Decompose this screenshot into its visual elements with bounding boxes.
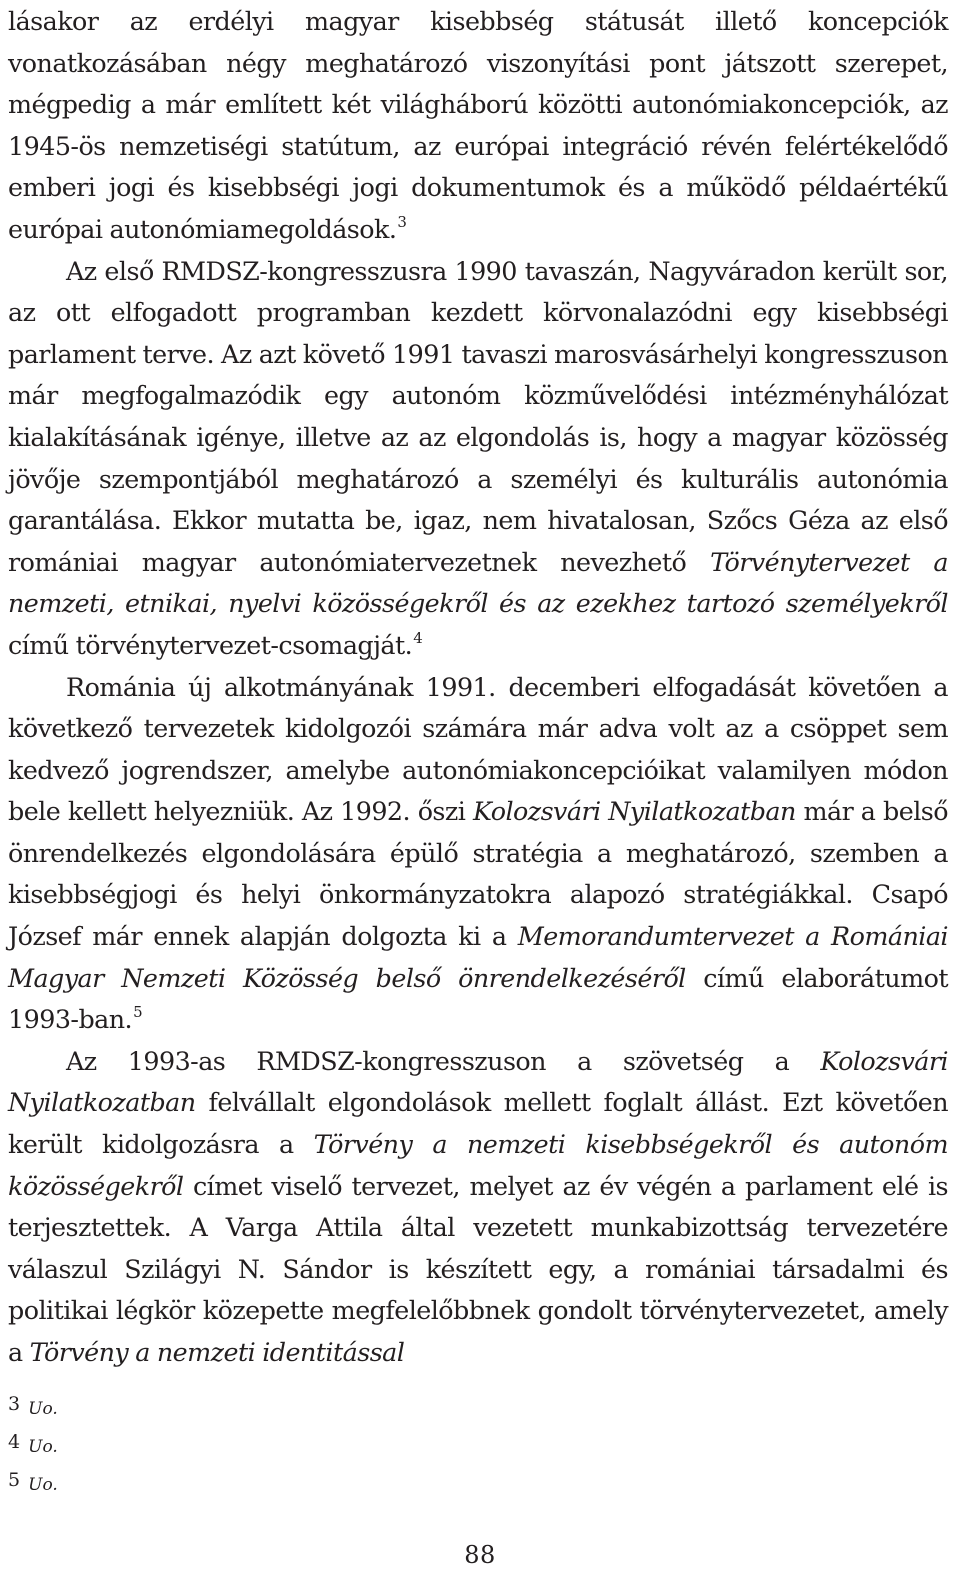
- text-segment: Az első RMDSZ-kongresszusra 1990 tavaszán, Nagyváradon került sor, az ott elfogadott programban kezdett körvonalazódni egy kisebbségi parlament terve. Az azt követő 1991 tavaszi marosvásárhelyi kongresszuson már megfogalmazódik egy autonóm közművelődési intézményhálózat kialakításának igénye, illetve az az elgondolás is, hogy a magyar közösség jövője szempontjából meghatározó a személyi és kulturális autonómia garantálása. Ekkor mutatta be, igaz, nem hivatalosan, Szőcs Géza az első romániai magyar autonómiatervezetnek nevezhető: [8, 255, 948, 577]
- page-body: [8, 0, 948, 1374]
- footnote-text: Uo.: [28, 1399, 58, 1419]
- text-segment: már a belső önrendelkezés elgondolására épülő stratégia a meghatározó, szemben a kisebbségjogi és helyi önkormányzatokra alapozó stratégiákkal. Csapó József már ennek alapján dolgozta ki a: [8, 796, 949, 952]
- text-segment: lásakor az erdélyi magyar kisebbség státusát illető koncepciók vonatkozásában négy meghatározó viszonyítási pont játszott szerepet, mégpedig a már említett két világháború közötti autonómiakoncepciók, az 1945-ös nemzetiségi statútum, az európai integráció révén felértékelődő emberi jogi és kisebbségi jogi dokumentumok és a működő példaértékű európai autonómiamegoldások.: [8, 6, 948, 244]
- text-segment: Románia új alkotmányának 1991. decemberi elfogadását követően a következő tervezetek kidolgozói számára már adva volt az a csöppet sem kedvező jogrendszer, amelybe autonómiakoncepcióikat valamilyen módon bele kellett helyezniük. Az 1992. őszi: [8, 671, 948, 827]
- text-segment: címet viselő tervezet, melyet az év végén a parlament elé is terjesztettek. A Varga Attila által vezetett munkabizottság tervezetére válaszul Szilágyi N. Sándor is készített egy, a romániai társadalmi és politikai légkör közepette megfelelőbbnek gondolt törvénytervezetet, amely a: [8, 1170, 948, 1367]
- italic-title-text: Törvénytervezet a nemzeti, etnikai, nyelvi közösségekről és az ezekhez tartozó személyekről: [8, 546, 948, 619]
- footnote: [8, 1388, 58, 1426]
- paragraph: [8, 1, 948, 251]
- paragraph: [8, 1041, 948, 1374]
- footnote: [8, 1464, 58, 1502]
- footnote: [8, 1426, 58, 1464]
- footnote-number: 5: [8, 1469, 21, 1491]
- italic-title-text: Kolozsvári Nyilatkozatban: [472, 796, 796, 827]
- footnote-reference: 4: [413, 628, 423, 647]
- page-number: 88: [464, 1541, 496, 1569]
- footnote-reference: 3: [397, 212, 407, 231]
- italic-title-text: Memorandumtervezet a Romániai Magyar Nemzeti Közösség belső önrendelkezéséről: [8, 921, 948, 993]
- text-segment: című törvénytervezet-csomagját.: [8, 629, 413, 660]
- footnote-text: Uo.: [28, 1437, 58, 1457]
- footnote-reference: 5: [133, 1003, 143, 1022]
- paragraph: [8, 667, 948, 1041]
- italic-title-text: Kolozsvári Nyilatkozatban: [8, 1045, 948, 1118]
- text-segment: felvállalt elgondolások mellett foglalt állást. Ezt követően került kidolgozásra a: [8, 1087, 948, 1160]
- footnote-number: 3: [8, 1393, 21, 1415]
- footnote-number: 4: [8, 1431, 21, 1453]
- footnote-text: Uo.: [28, 1475, 58, 1495]
- text-segment: Az 1993-as RMDSZ-kongresszuson a szövetség a: [66, 1045, 821, 1076]
- footnotes: [8, 1388, 58, 1502]
- italic-title-text: Törvény a nemzeti identitással: [29, 1337, 405, 1367]
- paragraph: [8, 251, 948, 667]
- body-text: [8, 1, 948, 1374]
- text-segment: című elaborátumot 1993-ban.: [8, 962, 948, 1035]
- italic-title-text: Törvény a nemzeti kisebbségekről és autonóm közösségekről: [8, 1129, 948, 1201]
